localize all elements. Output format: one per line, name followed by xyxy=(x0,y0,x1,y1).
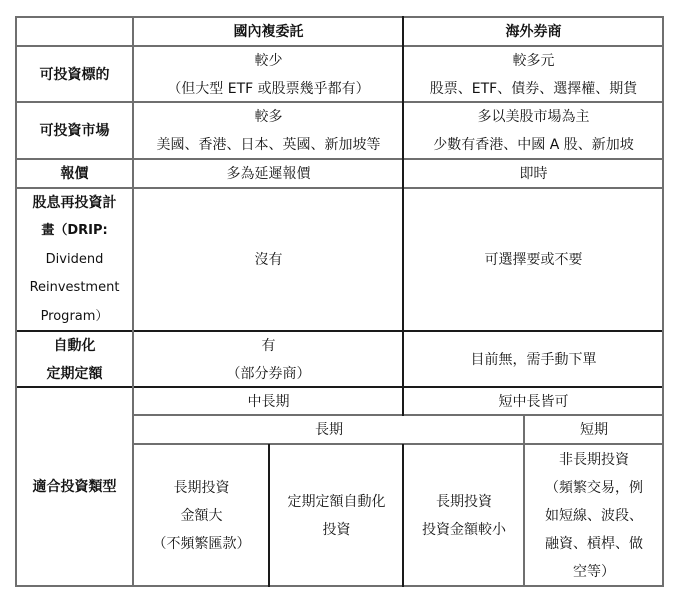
drip-label-line1: 股息再投資計 xyxy=(32,194,117,211)
drip-label-line2: 畫（DRIP: xyxy=(41,223,108,239)
markets-overseas xyxy=(404,103,663,159)
domestic-auto-line2: 投資 xyxy=(322,521,351,538)
drip-overseas xyxy=(404,189,663,331)
header-domestic-text: 國內複委託 xyxy=(233,24,304,40)
horizon-overseas-text: 短中長皆可 xyxy=(498,393,569,410)
row-divider xyxy=(15,187,664,189)
overseas-short-line3: 如短線、波段、 xyxy=(545,507,643,524)
row-divider xyxy=(15,330,664,332)
auto-invest-domestic-line2: （部分券商） xyxy=(226,365,311,382)
horizon-domestic-text: 中長期 xyxy=(247,393,290,410)
targets-domestic-line2: （但大型 ETF 或股票幾乎都有） xyxy=(167,80,370,97)
table-border-right xyxy=(662,16,664,587)
header-domestic xyxy=(134,18,403,46)
investor-overseas-short xyxy=(525,445,663,586)
auto-invest-label-line1: 自動化 xyxy=(53,337,96,354)
overseas-small-line1: 長期投資 xyxy=(436,493,492,510)
targets-overseas-line1: 較多元 xyxy=(512,52,555,69)
auto-invest-domestic-line1: 有 xyxy=(261,337,276,354)
drip-label-line5: Program） xyxy=(40,308,109,324)
header-overseas-text: 海外券商 xyxy=(505,24,562,40)
table-border-left xyxy=(15,16,17,587)
auto-invest-overseas-text: 目前無，需手動下單 xyxy=(470,351,597,368)
quotes-domestic xyxy=(134,160,403,188)
col-divider xyxy=(132,16,134,587)
short-term-header xyxy=(525,416,663,444)
row-label-targets-text: 可投資標的 xyxy=(39,66,110,83)
markets-domestic-line2: 美國、香港、日本、英國、新加坡等 xyxy=(156,137,381,153)
drip-domestic xyxy=(134,189,403,331)
col-divider xyxy=(523,415,525,587)
auto-invest-overseas xyxy=(404,332,663,387)
quotes-domestic-text: 多為延遲報價 xyxy=(226,166,311,182)
quotes-overseas-text: 即時 xyxy=(519,166,548,182)
long-term-header xyxy=(134,416,524,444)
col-divider xyxy=(402,16,404,416)
row-divider xyxy=(15,386,664,388)
col-divider xyxy=(402,444,404,587)
row-label-quotes-text: 報價 xyxy=(60,166,89,182)
row-label-auto-invest xyxy=(16,332,133,387)
horizon-domestic xyxy=(134,388,403,415)
markets-domestic-line1: 較多 xyxy=(254,109,283,125)
row-label-targets xyxy=(16,47,133,102)
auto-invest-domestic xyxy=(134,332,403,387)
overseas-short-line4: 融資、槓桿、做 xyxy=(545,535,643,552)
targets-overseas xyxy=(404,47,663,102)
domestic-large-line2: 金額大 xyxy=(180,507,223,524)
table-border-bottom xyxy=(15,585,664,587)
investor-domestic-auto xyxy=(270,445,403,586)
drip-label-line4: Reinvestment xyxy=(29,280,120,296)
row-divider xyxy=(15,101,664,103)
drip-domestic-text: 沒有 xyxy=(254,252,283,268)
row-divider xyxy=(133,443,664,445)
long-term-header-text: 長期 xyxy=(315,422,343,438)
markets-overseas-line1: 多以美股市場為主 xyxy=(477,109,590,125)
overseas-small-line2: 投資金額較小 xyxy=(422,521,506,538)
row-label-quotes xyxy=(16,160,133,188)
markets-domestic xyxy=(134,103,403,159)
row-label-investor-type xyxy=(16,388,133,586)
auto-invest-label-line2: 定期定額 xyxy=(46,365,103,382)
targets-domestic xyxy=(134,47,403,102)
horizon-overseas xyxy=(404,388,663,415)
table-border-top xyxy=(15,16,664,18)
investor-overseas-small xyxy=(404,445,524,586)
row-label-drip xyxy=(16,189,133,331)
drip-overseas-text: 可選擇要或不要 xyxy=(484,252,583,268)
overseas-short-line2: （頻繁交易，例 xyxy=(545,479,643,496)
row-label-investor-type-text: 適合投資類型 xyxy=(32,479,117,495)
domestic-large-line1: 長期投資 xyxy=(173,479,230,496)
row-divider xyxy=(15,158,664,160)
row-divider xyxy=(15,45,664,47)
row-divider xyxy=(133,414,664,416)
quotes-overseas xyxy=(404,160,663,188)
investor-domestic-large xyxy=(134,445,269,586)
overseas-short-line1: 非長期投資 xyxy=(559,451,629,468)
domestic-auto-line1: 定期定額自動化 xyxy=(287,493,386,510)
row-label-markets-text: 可投資市場 xyxy=(39,123,110,139)
header-corner-cell xyxy=(16,18,133,46)
drip-label-line3: Dividend xyxy=(45,251,104,267)
row-label-markets xyxy=(16,103,133,159)
overseas-short-line5: 空等） xyxy=(573,563,615,580)
col-divider xyxy=(268,444,270,587)
header-overseas xyxy=(404,18,663,46)
markets-overseas-line2: 少數有香港、中國 A 股、新加坡 xyxy=(433,137,634,153)
domestic-large-line3: （不頻繁匯款） xyxy=(152,535,251,552)
targets-overseas-line2: 股票、ETF、債券、選擇權、期貨 xyxy=(429,80,638,97)
targets-domestic-line1: 較少 xyxy=(254,52,283,69)
short-term-header-text: 短期 xyxy=(580,422,608,438)
